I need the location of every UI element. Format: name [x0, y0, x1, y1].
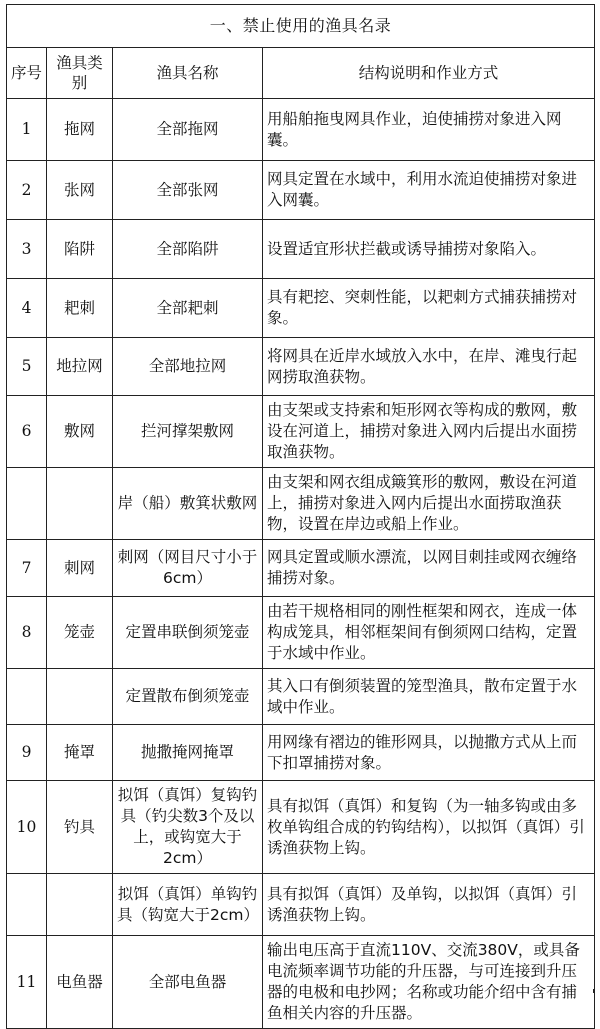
row-type	[47, 669, 113, 725]
row-desc: 设置适宜形状拦截或诱导捕捞对象陷入。	[263, 220, 595, 279]
table-row	[7, 540, 595, 597]
row-num: 5	[7, 338, 47, 396]
header-type: 渔具类别	[47, 48, 113, 99]
row-gear: 全部电鱼器	[113, 936, 263, 1029]
table-row	[7, 161, 595, 220]
row-desc: 由若干规格相同的刚性框架和网衣，连成一体构成笼具，相邻框架间有倒须网口结构，定置于水域中作业。	[263, 597, 595, 669]
row-num	[7, 669, 47, 725]
table-row	[7, 396, 595, 468]
table-row	[7, 874, 595, 936]
row-gear: 定置散布倒须笼壶	[113, 669, 263, 725]
row-gear: 全部张网	[113, 161, 263, 220]
row-gear: 全部耙刺	[113, 279, 263, 338]
table-row	[7, 781, 595, 874]
row-gear: 拦河撑架敷网	[113, 396, 263, 468]
table-row	[7, 597, 595, 669]
row-num: 2	[7, 161, 47, 220]
row-desc: 用船舶拖曳网具作业，迫使捕捞对象进入网囊。	[263, 99, 595, 161]
row-type: 耙刺	[47, 279, 113, 338]
row-gear: 全部拖网	[113, 99, 263, 161]
row-desc: 具有拟饵（真饵）和复钩（为一轴多钩或由多枚单钩组合成的钓钩结构），以拟饵（真饵）引诱渔获物上钩。	[263, 781, 595, 874]
prohibited-gear-table	[6, 4, 595, 1029]
row-type: 电鱼器	[47, 936, 113, 1029]
row-desc: 网具定置或顺水漂流，以网目刺挂或网衣缠络捕捞对象。	[263, 540, 595, 597]
row-num: 11	[7, 936, 47, 1029]
row-num: 8	[7, 597, 47, 669]
header-gear: 渔具名称	[113, 48, 263, 99]
row-gear: 刺网（网目尺寸小于6cm）	[113, 540, 263, 597]
row-type: 张网	[47, 161, 113, 220]
table-row	[7, 725, 595, 781]
row-num: 3	[7, 220, 47, 279]
row-gear: 定置串联倒须笼壶	[113, 597, 263, 669]
row-desc: 将网具在近岸水域放入水中，在岸、滩曳行起网捞取渔获物。	[263, 338, 595, 396]
document	[6, 4, 594, 1029]
table-row	[7, 279, 595, 338]
row-desc: 用网缘有褶边的锥形网具，以抛撒方式从上而下扣罩捕捞对象。	[263, 725, 595, 781]
row-type: 拖网	[47, 99, 113, 161]
row-type: 钓具	[47, 781, 113, 874]
table-title: 一、禁止使用的渔具名录	[7, 5, 595, 48]
table-row	[7, 338, 595, 396]
next-table-edge	[6, 989, 594, 993]
row-num: 1	[7, 99, 47, 161]
header-num: 序号	[7, 48, 47, 99]
row-num: 10	[7, 781, 47, 874]
row-gear: 全部地拉网	[113, 338, 263, 396]
row-gear: 全部陷阱	[113, 220, 263, 279]
row-type	[47, 468, 113, 540]
table-row	[7, 220, 595, 279]
row-desc: 具有拟饵（真饵）及单钩，以拟饵（真饵）引诱渔获物上钩。	[263, 874, 595, 936]
row-desc: 网具定置在水域中，利用水流迫使捕捞对象进入网囊。	[263, 161, 595, 220]
row-num: 9	[7, 725, 47, 781]
table-row	[7, 936, 595, 1029]
row-type: 掩罩	[47, 725, 113, 781]
row-gear: 拟饵（真饵）复钩钓具（钓尖数3个及以上，或钩宽大于2cm）	[113, 781, 263, 874]
row-type: 刺网	[47, 540, 113, 597]
row-num	[7, 874, 47, 936]
row-desc: 其入口有倒须装置的笼型渔具，散布定置于水域中作业。	[263, 669, 595, 725]
row-desc: 由支架和网衣组成簸箕形的敷网，敷设在河道上，捕捞对象进入网内后提出水面捞取渔获物，设置在岸边或船上作业。	[263, 468, 595, 540]
row-type: 笼壶	[47, 597, 113, 669]
row-num: 7	[7, 540, 47, 597]
row-num: 4	[7, 279, 47, 338]
row-gear: 拟饵（真饵）单钩钓具（钩宽大于2cm）	[113, 874, 263, 936]
table-row	[7, 468, 595, 540]
row-gear: 抛撒掩网掩罩	[113, 725, 263, 781]
row-num: 6	[7, 396, 47, 468]
table-row	[7, 99, 595, 161]
row-type: 地拉网	[47, 338, 113, 396]
row-desc: 具有耙挖、突刺性能，以耙刺方式捕获捕捞对象。	[263, 279, 595, 338]
row-num	[7, 468, 47, 540]
row-type: 敷网	[47, 396, 113, 468]
row-desc: 输出电压高于直流110V、交流380V，或具备电流频率调节功能的升压器，与可连接到升压器的电极和电抄网；名称或功能介绍中含有捕鱼相关内容的升压器。	[263, 936, 595, 1029]
row-desc: 由支架或支持索和矩形网衣等构成的敷网，敷设在河道上，捕捞对象进入网内后提出水面捞取渔获物。	[263, 396, 595, 468]
table-row	[7, 669, 595, 725]
header-desc: 结构说明和作业方式	[263, 48, 595, 99]
row-type	[47, 874, 113, 936]
row-type: 陷阱	[47, 220, 113, 279]
row-gear: 岸（船）敷箕状敷网	[113, 468, 263, 540]
